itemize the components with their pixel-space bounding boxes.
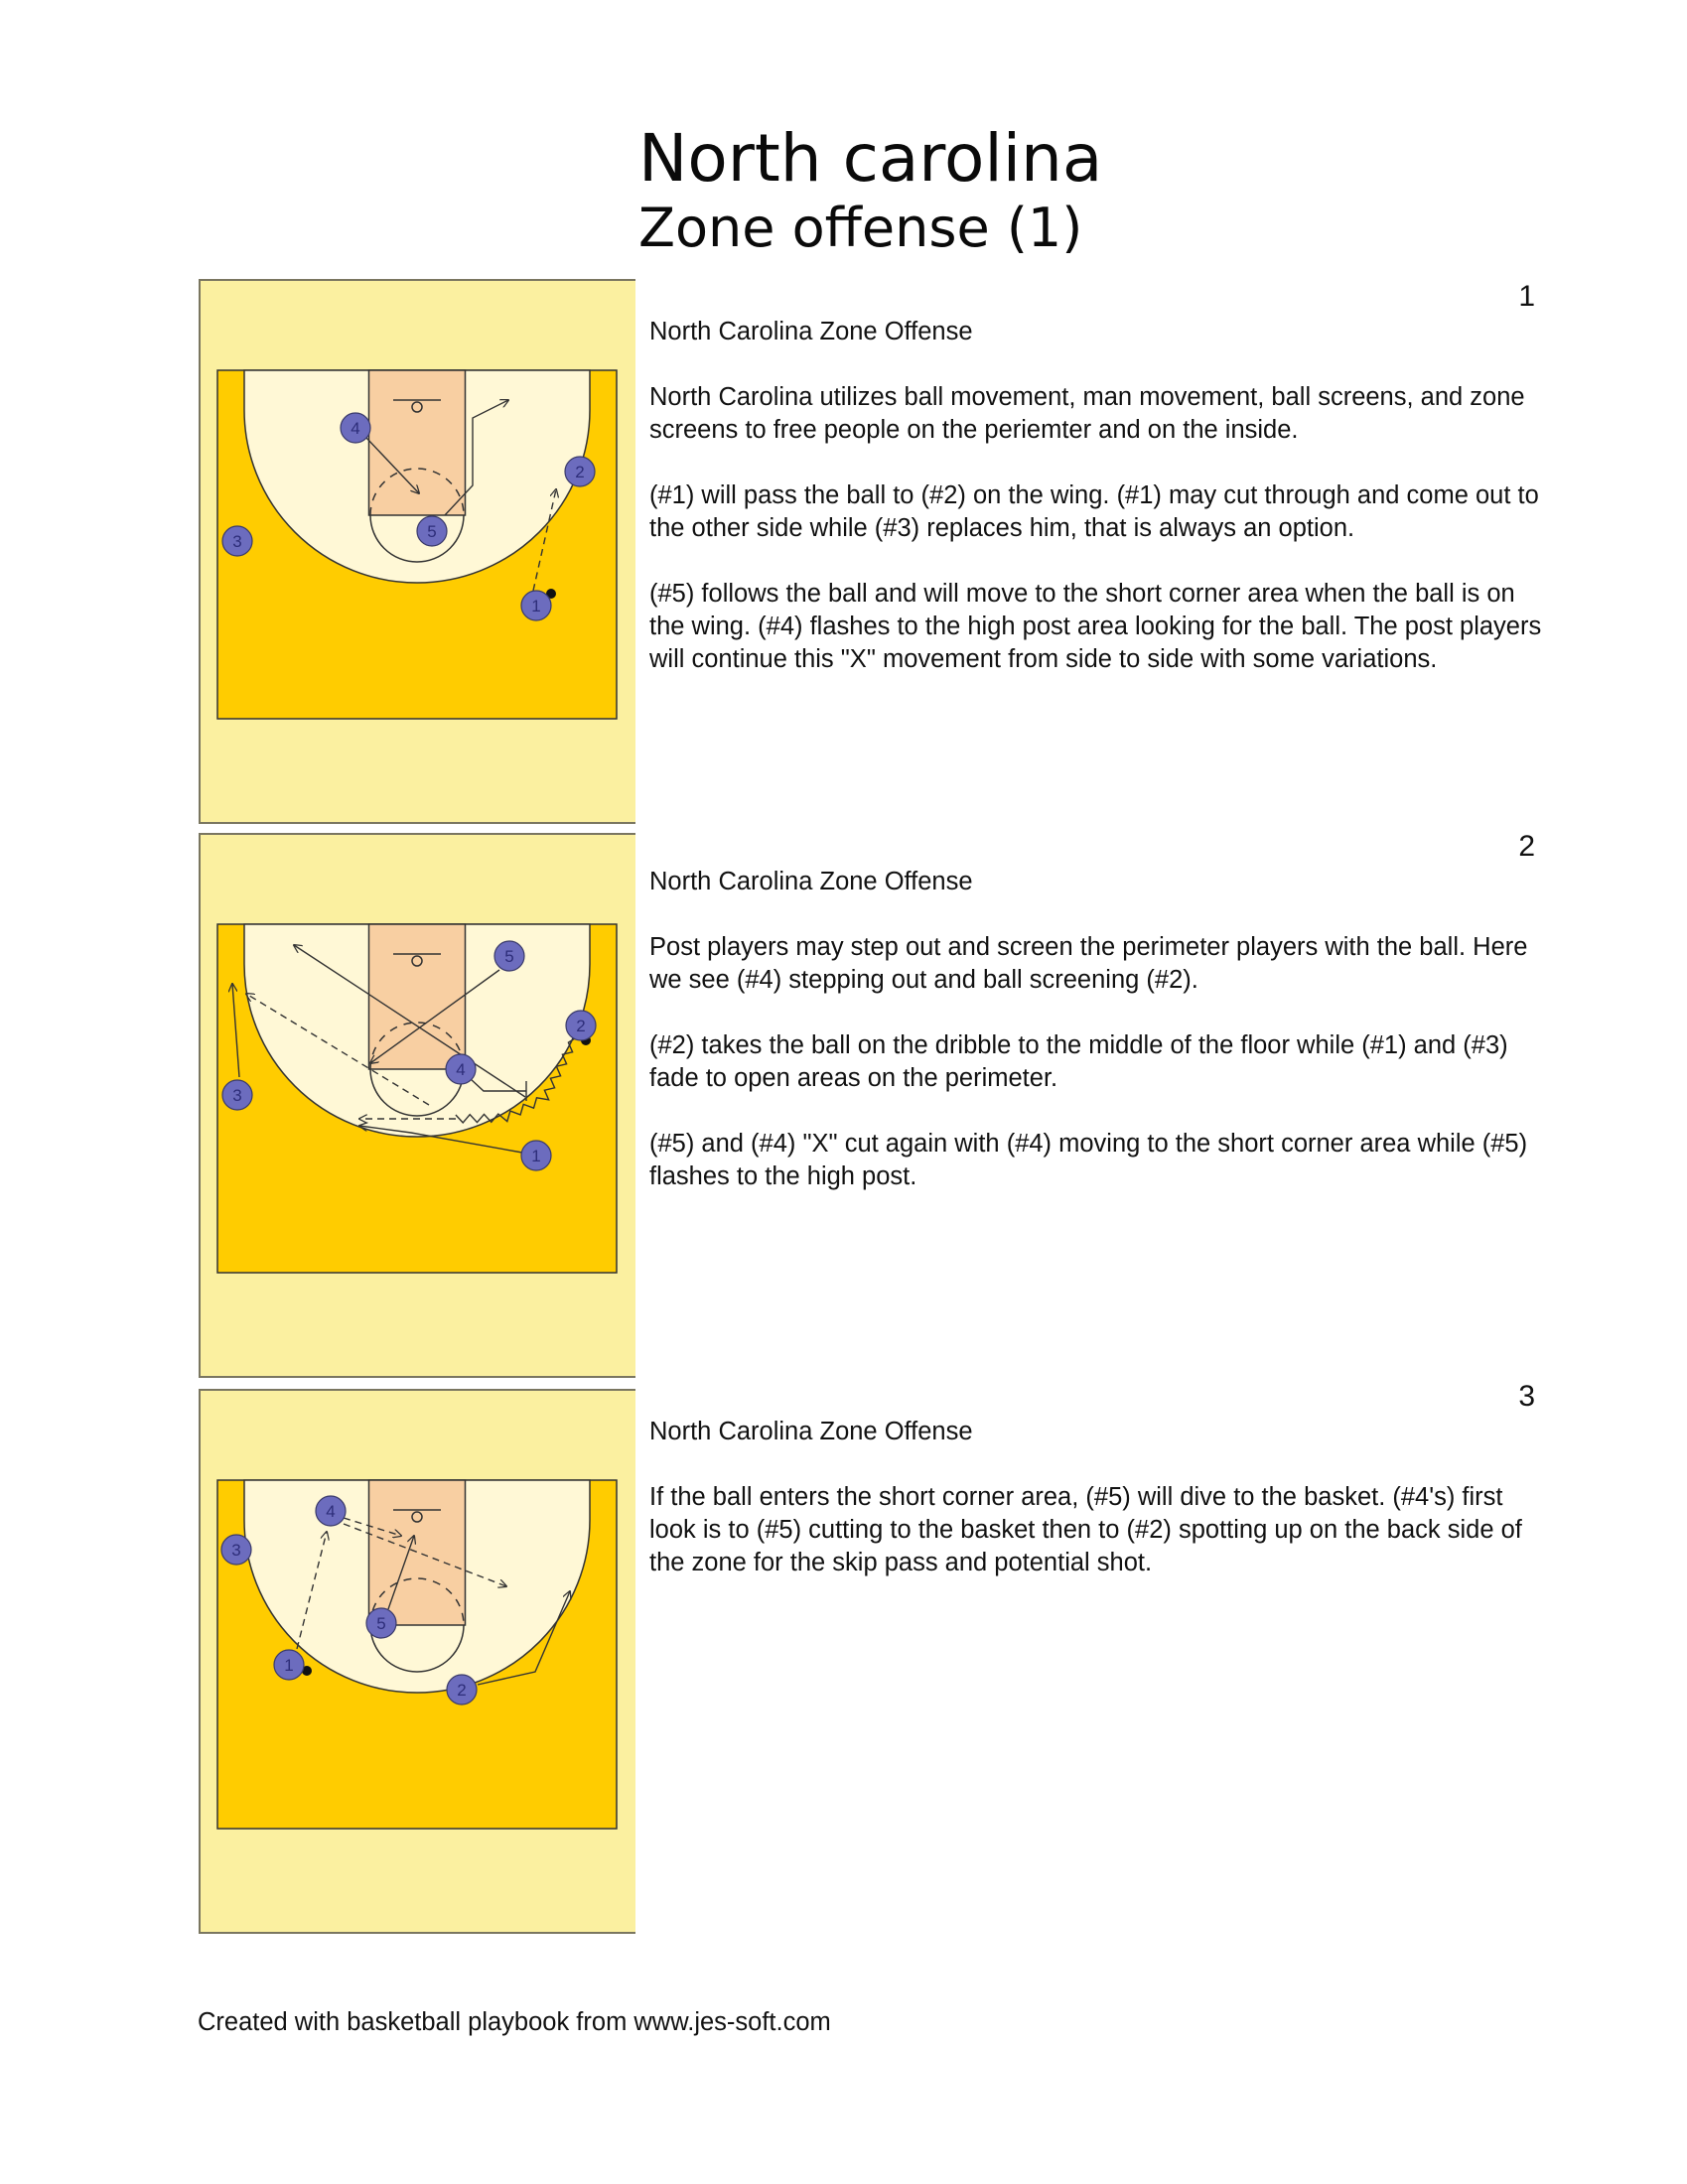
diagram-panel-2	[199, 833, 635, 1378]
step-paragraph: (#5) follows the ball and will move to the short corner area when the ball is on the wing. (#4) flashes to the high post area looking for the ball. The post players will continue this "X" movement from side to side with some variations.	[649, 580, 1542, 673]
step-heading: North Carolina Zone Offense	[649, 318, 973, 345]
player-2	[447, 1675, 477, 1705]
player-label: 3	[232, 532, 242, 551]
half-court	[217, 370, 617, 719]
player-label: 2	[575, 463, 585, 481]
player-label: 4	[326, 1502, 336, 1521]
player-label: 2	[457, 1681, 467, 1700]
player-2	[566, 1011, 596, 1040]
step-description-3	[649, 1416, 1553, 1612]
player-label: 4	[456, 1060, 466, 1079]
player-1	[521, 1141, 551, 1170]
player-5	[366, 1608, 396, 1638]
player-3	[222, 526, 252, 556]
player-4	[341, 413, 370, 443]
player-1	[274, 1650, 304, 1680]
court-diagram-1	[201, 281, 637, 826]
half-court	[217, 1480, 617, 1829]
diagram-panel-3	[199, 1389, 635, 1934]
player-3	[222, 1080, 252, 1110]
diagram-panel-1	[199, 279, 635, 824]
step-paragraph: (#2) takes the ball on the dribble to the middle of the floor while (#1) and (#3) fade to open areas on the perimeter.	[649, 1031, 1508, 1092]
player-3	[221, 1535, 251, 1565]
step-paragraph: Post players may step out and screen the perimeter players with the ball. Here we see (#4) stepping out and ball screening (#2).	[649, 933, 1528, 994]
player-4	[316, 1496, 346, 1526]
footer-credit: Created with basketball playbook from www.jes-soft.com	[198, 2008, 831, 2036]
step-description-2	[649, 866, 1553, 1226]
step-paragraph: (#5) and (#4) "X" cut again with (#4) moving to the short corner area while (#5) flashes to the high post.	[649, 1130, 1528, 1190]
player-4	[446, 1054, 476, 1084]
player-label: 3	[231, 1541, 241, 1560]
player-label: 4	[351, 419, 360, 438]
player-label: 5	[504, 947, 514, 966]
step-description-1	[649, 316, 1553, 709]
player-label: 2	[576, 1017, 586, 1035]
page-subtitle: Zone offense (1)	[638, 197, 1083, 259]
step-number-1: 1	[1518, 280, 1535, 313]
step-number-3: 3	[1518, 1380, 1535, 1413]
paint-lane	[369, 370, 466, 515]
player-2	[565, 457, 595, 486]
step-paragraph: If the ball enters the short corner area, (#5) will dive to the basket. (#4's) first look is to (#5) cutting to the basket then to (#2) spotting up on the back side of the zone for the skip pass and potential shot.	[649, 1483, 1522, 1576]
step-paragraph: (#1) will pass the ball to (#2) on the wing. (#1) may cut through and come out to the other side while (#3) replaces him, that is always an option.	[649, 481, 1539, 542]
player-label: 5	[427, 522, 437, 541]
player-label: 1	[531, 1147, 541, 1165]
player-5	[494, 941, 524, 971]
player-label: 5	[376, 1614, 386, 1633]
player-label: 3	[232, 1086, 242, 1105]
half-court	[217, 924, 617, 1273]
court-diagram-3	[201, 1391, 637, 1936]
step-paragraph: North Carolina utilizes ball movement, man movement, ball screens, and zone screens to free people on the periemter and on the inside.	[649, 383, 1525, 444]
step-number-2: 2	[1518, 830, 1535, 863]
player-5	[417, 516, 447, 546]
player-1	[521, 591, 551, 620]
step-heading: North Carolina Zone Offense	[649, 1418, 973, 1445]
court-diagram-2	[201, 835, 637, 1380]
paint-lane	[369, 1480, 466, 1625]
player-label: 1	[284, 1656, 294, 1675]
step-heading: North Carolina Zone Offense	[649, 868, 973, 895]
page-title: North carolina	[638, 120, 1103, 197]
player-label: 1	[531, 597, 541, 615]
